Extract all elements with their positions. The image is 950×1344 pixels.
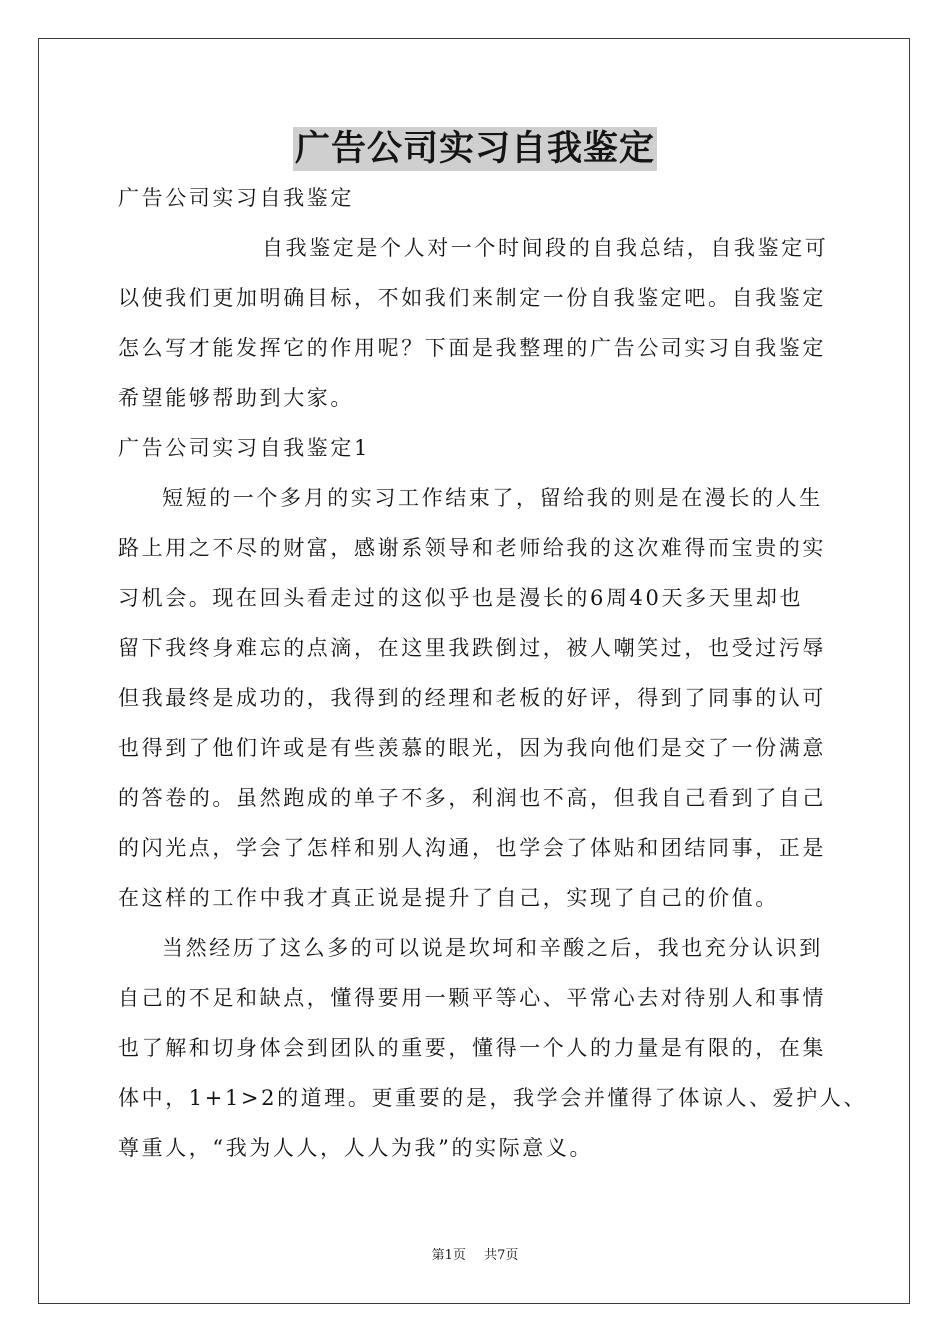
text-line: 尊重人，“我为人人，人人为我”的实际意义。: [118, 1136, 594, 1160]
paragraph-1: [118, 473, 858, 923]
text-line: 希望能够帮助到大家。: [118, 386, 354, 410]
document-body: [118, 173, 868, 1173]
section-heading: 广告公司实习自我鉴定1: [118, 436, 370, 460]
page-number: 第1页: [431, 1248, 466, 1263]
text-line: 也得到了他们许或是有些羡慕的眼光，因为我向他们是交了一份满意: [118, 736, 826, 760]
text-line: 但我最终是成功的，我得到的经理和老板的好评，得到了同事的认可: [118, 686, 826, 710]
text-line: 也了解和切身体会到团队的重要，懂得一个人的力量是有限的，在集: [118, 1036, 826, 1060]
page-total: 共7页: [484, 1248, 519, 1263]
text-line: 路上用之不尽的财富，感谢系领导和老师给我的这次难得而宝贵的实: [118, 536, 826, 560]
subtitle: 广告公司实习自我鉴定: [118, 186, 354, 210]
text-line: 怎么写才能发挥它的作用呢？下面是我整理的广告公司实习自我鉴定: [118, 336, 826, 360]
text-line: 在这样的工作中我才真正说是提升了自己，实现了自己的价值。: [118, 886, 779, 910]
text-line: 习机会。现在回头看走过的这似乎也是漫长的6周40天多天里却也: [118, 586, 804, 610]
document-title: 广告公司实习自我鉴定: [294, 128, 655, 169]
text-line: 自我鉴定是个人对一个时间段的自我总结，自我鉴定可: [262, 236, 829, 260]
page-footer: [0, 1246, 950, 1266]
text-line: 体中，1+1>2的道理。更重要的是，我学会并懂得了体谅人、爱护人、: [118, 1086, 868, 1110]
text-line: 以使我们更加明确目标，不如我们来制定一份自我鉴定吧。自我鉴定: [118, 286, 826, 310]
intro-paragraph: [118, 223, 858, 423]
text-line: 短短的一个多月的实习工作结束了，留给我的则是在漫长的人生: [162, 486, 823, 510]
text-line: 的闪光点，学会了怎样和别人沟通，也学会了体贴和团结同事，正是: [118, 836, 826, 860]
text-line: 自己的不足和缺点，懂得要用一颗平等心、平常心去对待别人和事情: [118, 986, 826, 1010]
text-line: 留下我终身难忘的点滴，在这里我跌倒过，被人嘲笑过，也受过污辱: [118, 636, 826, 660]
paragraph-2: [118, 923, 868, 1173]
text-line: 的答卷的。虽然跑成的单子不多，利润也不高，但我自己看到了自己: [118, 786, 826, 810]
text-line: 当然经历了这么多的可以说是坎坷和辛酸之后，我也充分认识到: [162, 936, 823, 960]
title-container: [0, 127, 950, 171]
